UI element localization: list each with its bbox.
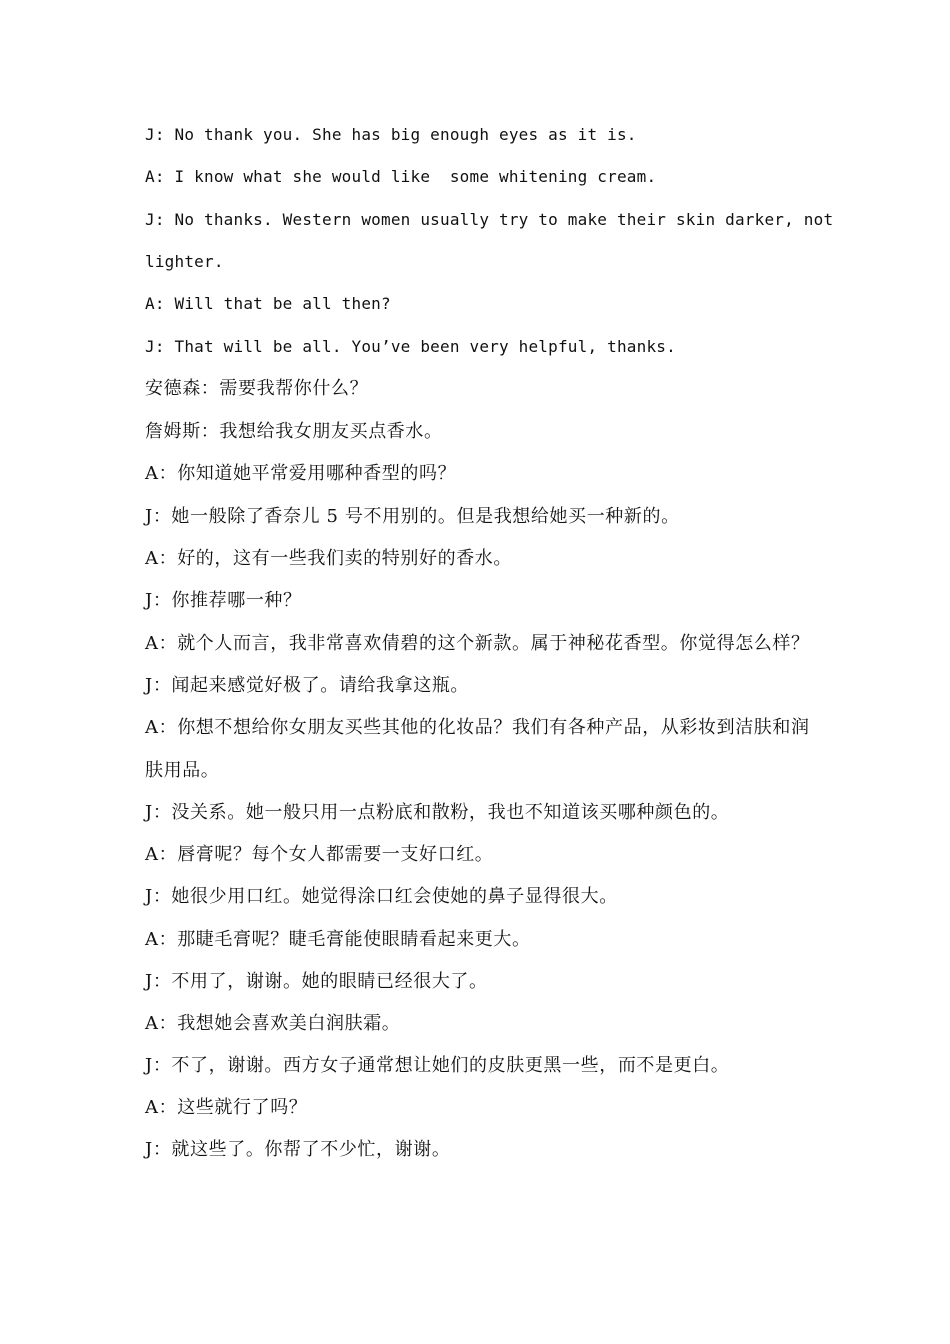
dialogue-line-continuation: lighter. [145, 252, 224, 271]
dialogue-line: J：没关系。她一般只用一点粉底和散粉，我也不知道该买哪种颜色的。 [145, 802, 730, 823]
dialogue-line: J: No thanks. Western women usually try to make their skin darker, not [145, 210, 834, 229]
dialogue-line: J：就这些了。你帮了不少忙，谢谢。 [145, 1139, 451, 1160]
dialogue-line: J：不了，谢谢。西方女子通常想让她们的皮肤更黑一些，而不是更白。 [145, 1055, 730, 1076]
dialogue-line: A：这些就行了吗？ [145, 1097, 308, 1118]
dialogue-line: A：就个人而言，我非常喜欢倩碧的这个新款。属于神秘花香型。你觉得怎么样？ [145, 633, 810, 654]
dialogue-line: J: That will be all. You’ve been very helpful, thanks. [145, 337, 676, 356]
dialogue-line: 安德森：需要我帮你什么？ [145, 378, 369, 399]
dialogue-line-continuation: 肤用品。 [145, 760, 220, 781]
dialogue-line: A：好的，这有一些我们卖的特别好的香水。 [145, 548, 512, 569]
dialogue-line: J: No thank you. She has big enough eyes as it is. [145, 125, 637, 144]
dialogue-line: A：你知道她平常爱用哪种香型的吗？ [145, 463, 457, 484]
dialogue-line: J：闻起来感觉好极了。请给我拿这瓶。 [145, 675, 470, 696]
dialogue-line: A: Will that be all then? [145, 294, 391, 313]
dialogue-line: A：唇膏呢？每个女人都需要一支好口红。 [145, 844, 494, 865]
dialogue-line: J：她很少用口红。她觉得涂口红会使她的鼻子显得很大。 [145, 886, 618, 907]
dialogue-line: A：那睫毛膏呢？睫毛膏能使眼睛看起来更大。 [145, 929, 531, 950]
dialogue-line: A：我想她会喜欢美白润肤霜。 [145, 1013, 401, 1034]
dialogue-line: A: I know what she would like some whitening cream. [145, 167, 657, 186]
dialogue-line: J：不用了，谢谢。她的眼睛已经很大了。 [145, 971, 488, 992]
dialogue-line: J：她一般除了香奈儿 5 号不用别的。但是我想给她买一种新的。 [145, 506, 680, 527]
dialogue-line: A：你想不想给你女朋友买些其他的化妆品？我们有各种产品，从彩妆到洁肤和润 [145, 717, 810, 738]
dialogue-line: 詹姆斯：我想给我女朋友买点香水。 [145, 421, 443, 442]
dialogue-line: J：你推荐哪一种？ [145, 590, 302, 611]
